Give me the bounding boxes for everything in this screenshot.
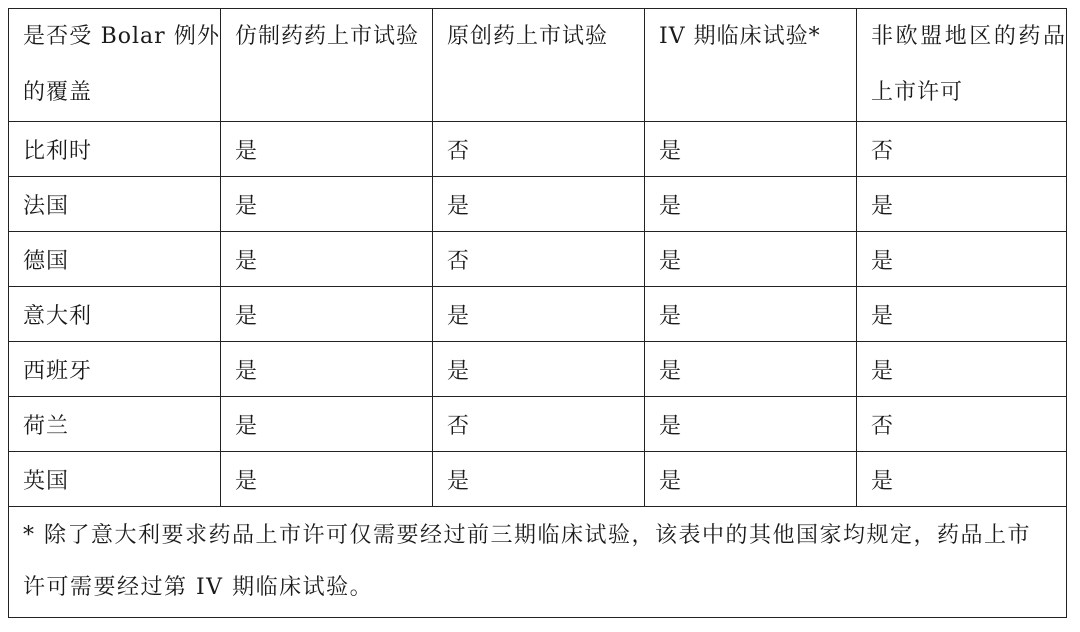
value-cell: 是: [857, 177, 1067, 232]
value-cell: 是: [221, 452, 433, 507]
value-cell: 是: [221, 177, 433, 232]
value-cell: 否: [433, 122, 645, 177]
table-header-row: [9, 9, 1067, 122]
country-cell: 德国: [9, 232, 221, 287]
country-cell: 法国: [9, 177, 221, 232]
value-cell: 是: [221, 232, 433, 287]
value-cell: 是: [221, 342, 433, 397]
value-cell: 否: [433, 232, 645, 287]
value-cell: 是: [645, 397, 857, 452]
value-cell: 是: [857, 452, 1067, 507]
value-cell: 否: [857, 122, 1067, 177]
table-row: [9, 122, 1067, 177]
value-cell: 是: [645, 177, 857, 232]
country-cell: 西班牙: [9, 342, 221, 397]
value-cell: 否: [857, 397, 1067, 452]
header-cell-coverage: [9, 9, 221, 122]
value-cell: 是: [433, 287, 645, 342]
header-cell-original-trials: [433, 9, 645, 122]
value-cell: 是: [645, 342, 857, 397]
country-cell: 比利时: [9, 122, 221, 177]
header-cell-phase-iv: [645, 9, 857, 122]
table-footnote: * 除了意大利要求药品上市许可仅需要经过前三期临床试验，该表中的其他国家均规定，药品上市许可需要经过第 IV 期临床试验。: [9, 507, 1067, 618]
value-cell: 是: [221, 287, 433, 342]
table-row: [9, 452, 1067, 507]
table-row: [9, 287, 1067, 342]
value-cell: 是: [645, 287, 857, 342]
value-cell: 是: [433, 342, 645, 397]
table-row: [9, 342, 1067, 397]
value-cell: 否: [433, 397, 645, 452]
value-cell: 是: [645, 232, 857, 287]
country-cell: 荷兰: [9, 397, 221, 452]
value-cell: 是: [433, 452, 645, 507]
document-page: [8, 8, 1067, 618]
header-label: IV 期临床试验*: [659, 24, 821, 49]
table-row: [9, 397, 1067, 452]
header-label: 非欧盟地区的药品上市许可: [871, 24, 1066, 105]
country-cell: 意大利: [9, 287, 221, 342]
header-cell-non-eu: [857, 9, 1067, 122]
table-footnote-row: [9, 507, 1067, 618]
value-cell: 是: [857, 232, 1067, 287]
bolar-exception-table: [8, 8, 1067, 618]
header-label: 仿制药药上市试验: [235, 24, 420, 49]
value-cell: 是: [221, 397, 433, 452]
value-cell: 是: [857, 287, 1067, 342]
table-row: [9, 232, 1067, 287]
country-cell: 英国: [9, 452, 221, 507]
header-label: 原创药上市试验: [447, 24, 609, 49]
value-cell: 是: [221, 122, 433, 177]
table-row: [9, 177, 1067, 232]
value-cell: 是: [645, 122, 857, 177]
header-label: 是否受 Bolar 例外的覆盖: [23, 24, 220, 105]
value-cell: 是: [645, 452, 857, 507]
value-cell: 是: [857, 342, 1067, 397]
value-cell: 是: [433, 177, 645, 232]
header-cell-generic-trials: [221, 9, 433, 122]
